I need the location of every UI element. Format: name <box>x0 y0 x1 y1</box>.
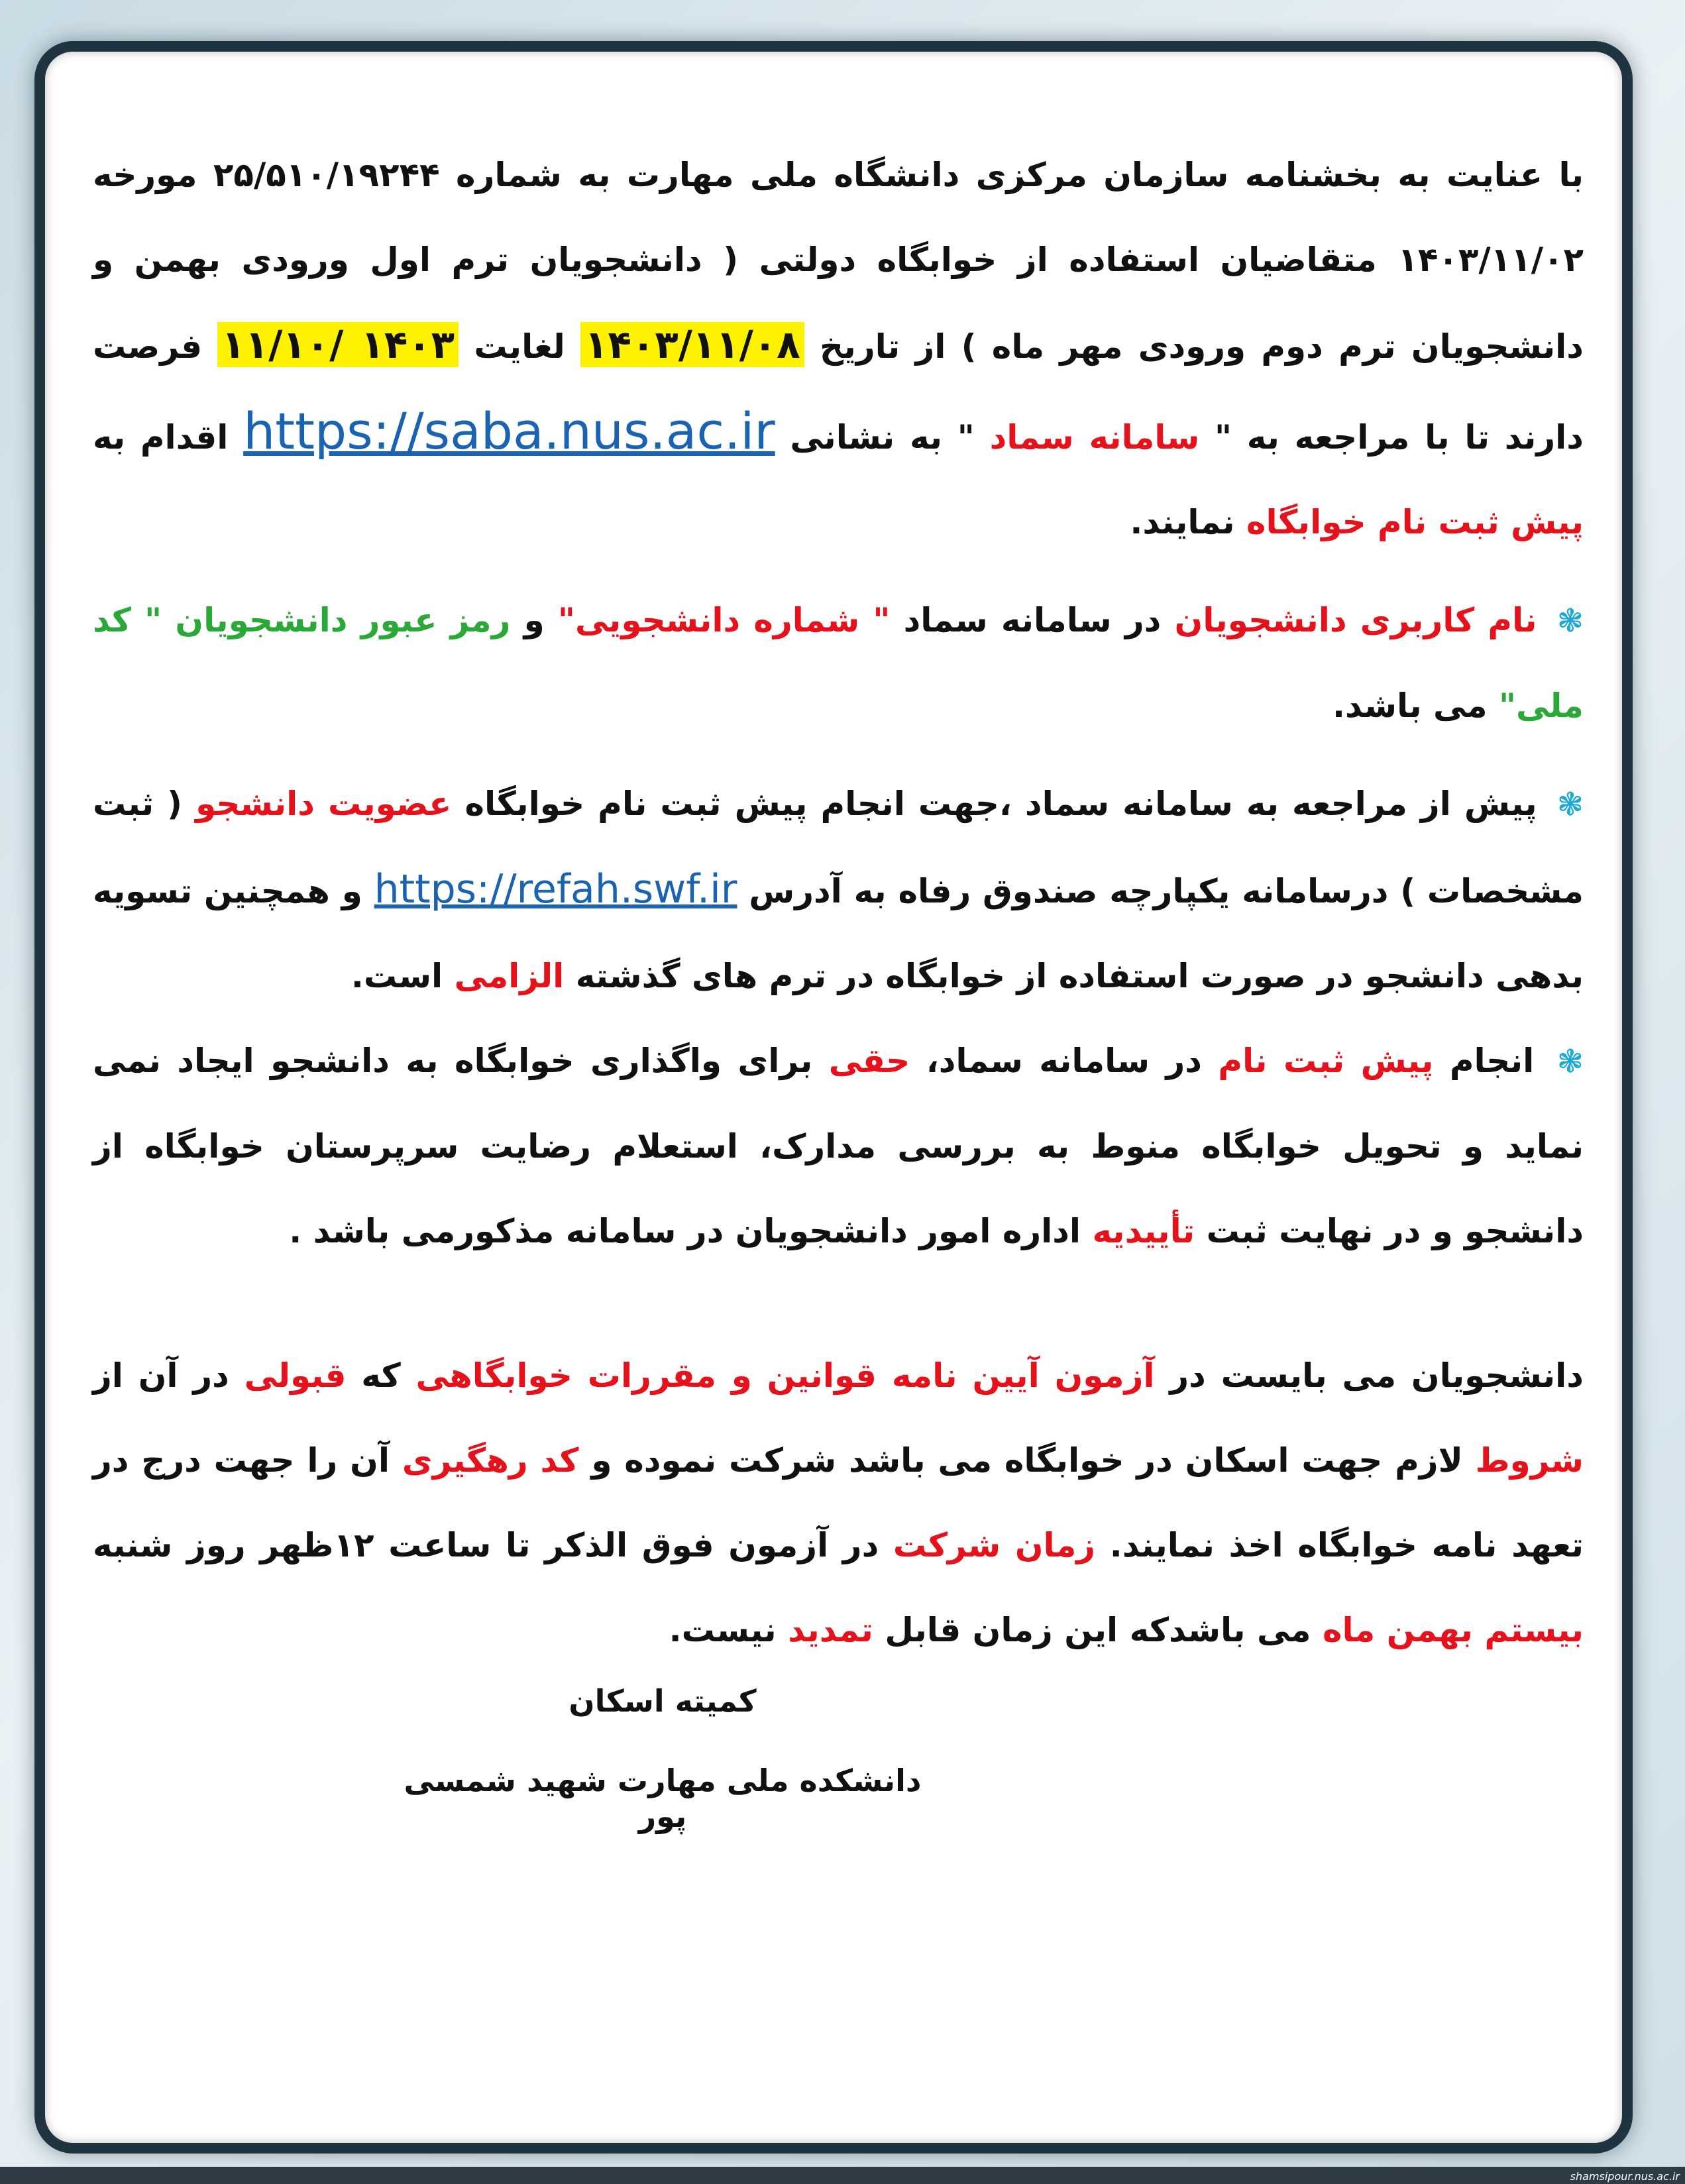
tracking-code-text: کد رهگیری <box>402 1441 579 1480</box>
bullet-icon: ❃ <box>1556 786 1584 823</box>
text: آن را جهت درج در تعهد نامه خوابگاه اخذ نمایند. <box>93 1441 1584 1564</box>
approval-text: تأییدیه <box>1092 1212 1195 1250</box>
text: فرصت دارند تا با مراجعه به " <box>93 327 1584 457</box>
prereg-text: پیش ثبت نام <box>1218 1042 1434 1080</box>
footer-bar <box>0 2167 1685 2184</box>
paragraph-credentials <box>93 578 1584 748</box>
text: برای واگذاری خوابگاه به دانشجو ایجاد نمی نماید و تحویل خوابگاه منوط به بررسی مدارک، استعلام رضایت سرپرستان خوابگاه از دانشجو و در نهایت ثبت <box>93 1042 1584 1250</box>
text: می باشد. <box>1332 686 1488 725</box>
text: اداره امور دانشجویان در سامانه مذکورمی باشد . <box>289 1212 1081 1250</box>
text: در سامانه سماد، <box>926 1042 1202 1080</box>
text: " به نشانی <box>790 418 975 457</box>
text: نمایند. <box>1130 503 1235 541</box>
system-name: سامانه سماد <box>989 418 1200 457</box>
membership-text: عضویت دانشجو <box>195 785 452 823</box>
paragraph-membership <box>93 761 1584 1018</box>
bullet-icon: ❃ <box>1556 1043 1584 1080</box>
exam-text: آزمون آیین نامه قوانین و مقررات خوابگاهی <box>415 1356 1155 1395</box>
mandatory-text: الزامی <box>454 957 565 995</box>
prereg-text: پیش ثبت نام خوابگاه <box>1246 503 1584 541</box>
paragraph-no-right <box>93 1018 1584 1274</box>
college-signature: دانشکده ملی مهارت شهید شمسی پور <box>404 1763 922 1834</box>
text: دانشجویان می بایست در <box>1169 1356 1584 1395</box>
student-number: " شماره دانشجویی" <box>557 601 891 639</box>
text: لازم جهت اسکان در خوابگاه می باشد شرکت نموده و <box>591 1441 1463 1480</box>
footer-site: shamsipour.nus.ac.ir <box>1570 2170 1680 2183</box>
username-label: نام کاربری دانشجویان <box>1174 601 1537 639</box>
extend-text: تمدید <box>788 1611 873 1649</box>
text: و همچنین تسویه بدهی دانشجو در صورت استفاده از خوابگاه در ترم های گذشته <box>93 872 1584 995</box>
text: انجام <box>1449 1042 1535 1080</box>
text: در آزمون فوق الذکر تا ساعت ۱۲ظهر روز شنبه <box>93 1526 879 1564</box>
committee-signature: کمیته اسکان <box>569 1683 757 1719</box>
text: لغایت <box>474 327 565 366</box>
right-text: حقی <box>828 1042 910 1080</box>
saba-link[interactable]: https://saba.nus.ac.ir <box>243 402 775 461</box>
text: پیش از مراجعه به سامانه سماد ،جهت انجام پیش ثبت نام خوابگاه <box>464 785 1537 823</box>
conditions-text: شروط <box>1475 1441 1584 1480</box>
text: نیست. <box>669 1611 777 1649</box>
deadline-text: بیستم بهمن ماه <box>1322 1611 1584 1649</box>
text: است. <box>351 957 443 995</box>
end-date-highlight: ۱۴۰۳ /۱۱/۱۰ <box>217 322 459 367</box>
text: می باشدکه این زمان قابل <box>885 1611 1311 1649</box>
text: در آن از <box>93 1356 229 1395</box>
text: که <box>361 1356 401 1395</box>
text: ( ثبت مشخصات ) درسامانه یکپارچه صندوق رفاه به آدرس <box>93 785 1584 910</box>
time-text: زمان شرکت <box>893 1526 1096 1564</box>
bullet-icon: ❃ <box>1556 602 1584 639</box>
text: و <box>523 601 545 639</box>
start-date-highlight: ۱۴۰۳/۱۱/۰۸ <box>580 322 804 367</box>
acceptance-text: قبولی <box>244 1356 347 1395</box>
text: با عنایت به بخشنامه سازمان مرکزی دانشگاه ملی مهارت به شماره ۲۵/۵۱۰/۱۹۲۴۴ مورخه ۱۴۰۳/۱۱/۰۲ متقاضیان استفاده از خوابگاه دولتی ( دانشجویان ترم اول ورودی بهمن و دانشجویان ترم دوم ورودی مهر ماه ) از تاریخ <box>93 156 1584 366</box>
paragraph-registration <box>93 133 1584 565</box>
paragraph-exam <box>93 1333 1584 1672</box>
notice-body <box>93 133 1584 1672</box>
password-label: رمز عبور دانشجویان " کد ملی" <box>93 601 1584 725</box>
text: اقدام به <box>93 418 229 457</box>
refah-link[interactable]: https://refah.swf.ir <box>374 866 737 912</box>
text: در سامانه سماد <box>903 601 1162 639</box>
